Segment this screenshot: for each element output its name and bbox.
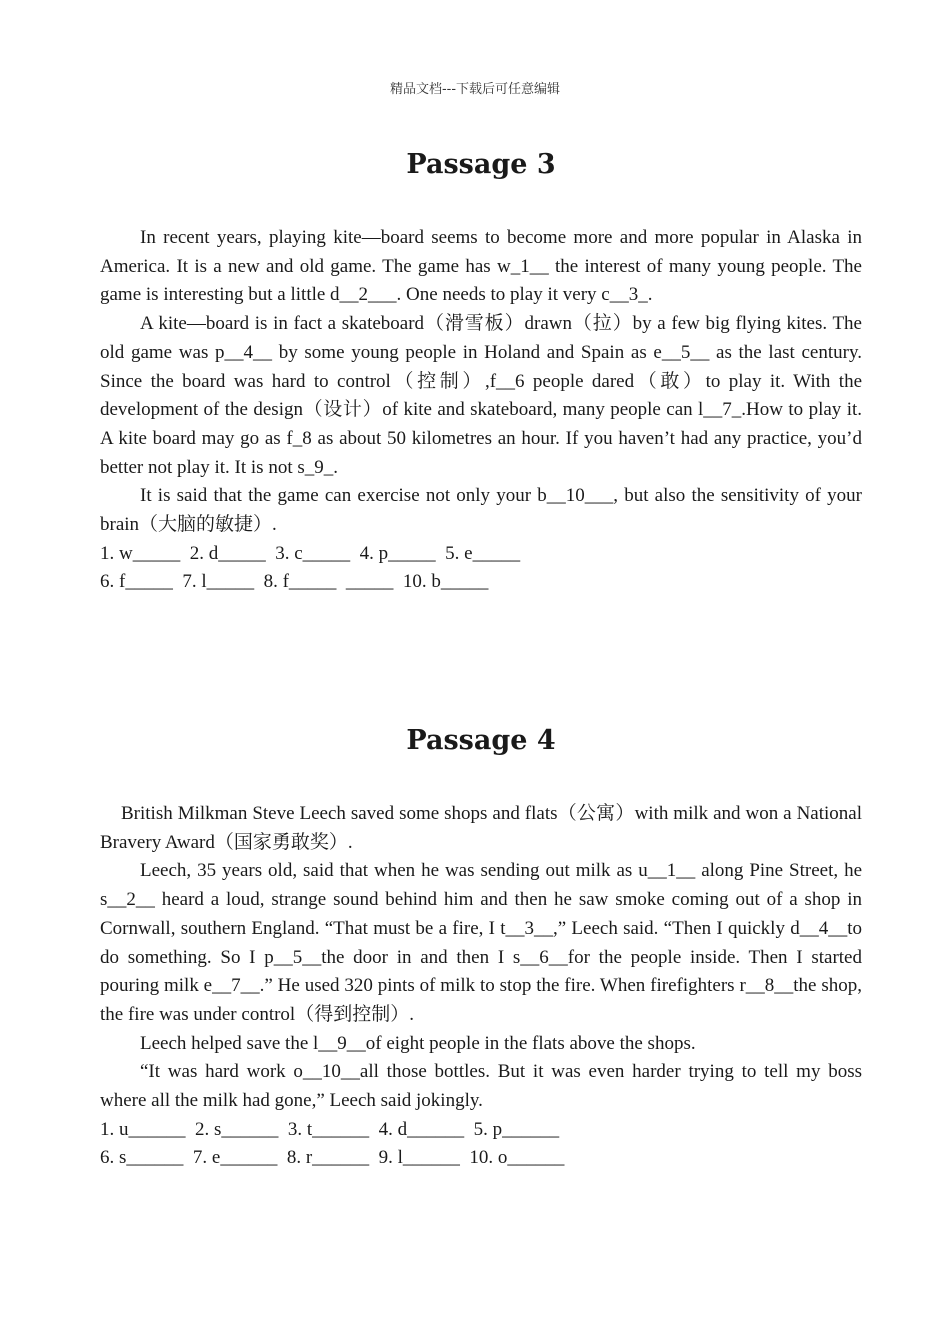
passage-3-paragraph-3: It is said that the game can exercise not only your b__10___, but also the sensitivity of your brain（大脑的敏捷）. bbox=[100, 485, 862, 536]
passage-3-section bbox=[100, 140, 862, 597]
passage-4-paragraph-1: British Milkman Steve Leech saved some shops and flats（公寓）with milk and won a National Bravery Award（国家勇敢奖）. bbox=[100, 803, 862, 853]
passage-4-section bbox=[100, 716, 862, 1173]
passage-3-paragraph-2: A kite—board is in fact a skateboard（滑雪板）drawn（拉）by a few big flying kites. The old game was p__4__ by some young people in Holand and Spain as e__5__ as the last century. Since the board was hard to control（控制）,f__6 people dared（敢）to play it. With the development of the design（设计）of kite and skateboard, many people can l__7_.How to play it. A kite board may go as f_8 as about 50 kilometres an hour. If you haven’t had any practice, you’d better not play it. It is not s_9_. bbox=[100, 313, 862, 478]
passage-4-title: Passage 4 bbox=[406, 725, 556, 756]
passage-4-paragraph-4: “It was hard work o__10__all those bottles. But it was even harder trying to tell my boss where all the milk had gone,” Leech said jokingly. bbox=[100, 1061, 862, 1112]
passage-3-answer-line-2: 6. f_____ 7. l_____ 8. f_____ _____ 10. b_____ bbox=[100, 571, 489, 593]
passage-4-answer-line-2: 6. s______ 7. e______ 8. r______ 9. l______ 10. o______ bbox=[100, 1147, 565, 1169]
passage-4-answer-line-1: 1. u______ 2. s______ 3. t______ 4. d______ 5. p______ bbox=[100, 1118, 560, 1140]
page-header: 精品文档---下载后可任意编辑 bbox=[389, 82, 561, 97]
passage-3-title: Passage 3 bbox=[406, 149, 556, 180]
passage-4-paragraph-2: Leech, 35 years old, said that when he was sending out milk as u__1__ along Pine Street, he s__2__ heard a loud, strange sound behind him and then he saw smoke coming out of a shop in Cornwall, southern England. “That must be a fire, I t__3__,” Leech said. “Then I quickly d__4__to do something. So I p__5__the door in and then I s__6__for the people inside. Then I started pouring milk e__7__.” He used 320 pints of milk to stop the fire. When firefighters r__8__the shop, the fire was under control（得到控制）. bbox=[100, 860, 862, 1025]
passage-3-paragraph-1: In recent years, playing kite—board seems to become more and more popular in Alaska in America. It is a new and old game. The game has w_1__ the interest of many young people. The game is interesting but a little d__2___. One needs to play it very c__3_. bbox=[100, 227, 862, 306]
passage-4-paragraph-3: Leech helped save the l__9__of eight people in the flats above the shops. bbox=[140, 1032, 696, 1054]
passage-3-answer-line-1: 1. w_____ 2. d_____ 3. c_____ 4. p_____ 5. e_____ bbox=[100, 542, 521, 564]
